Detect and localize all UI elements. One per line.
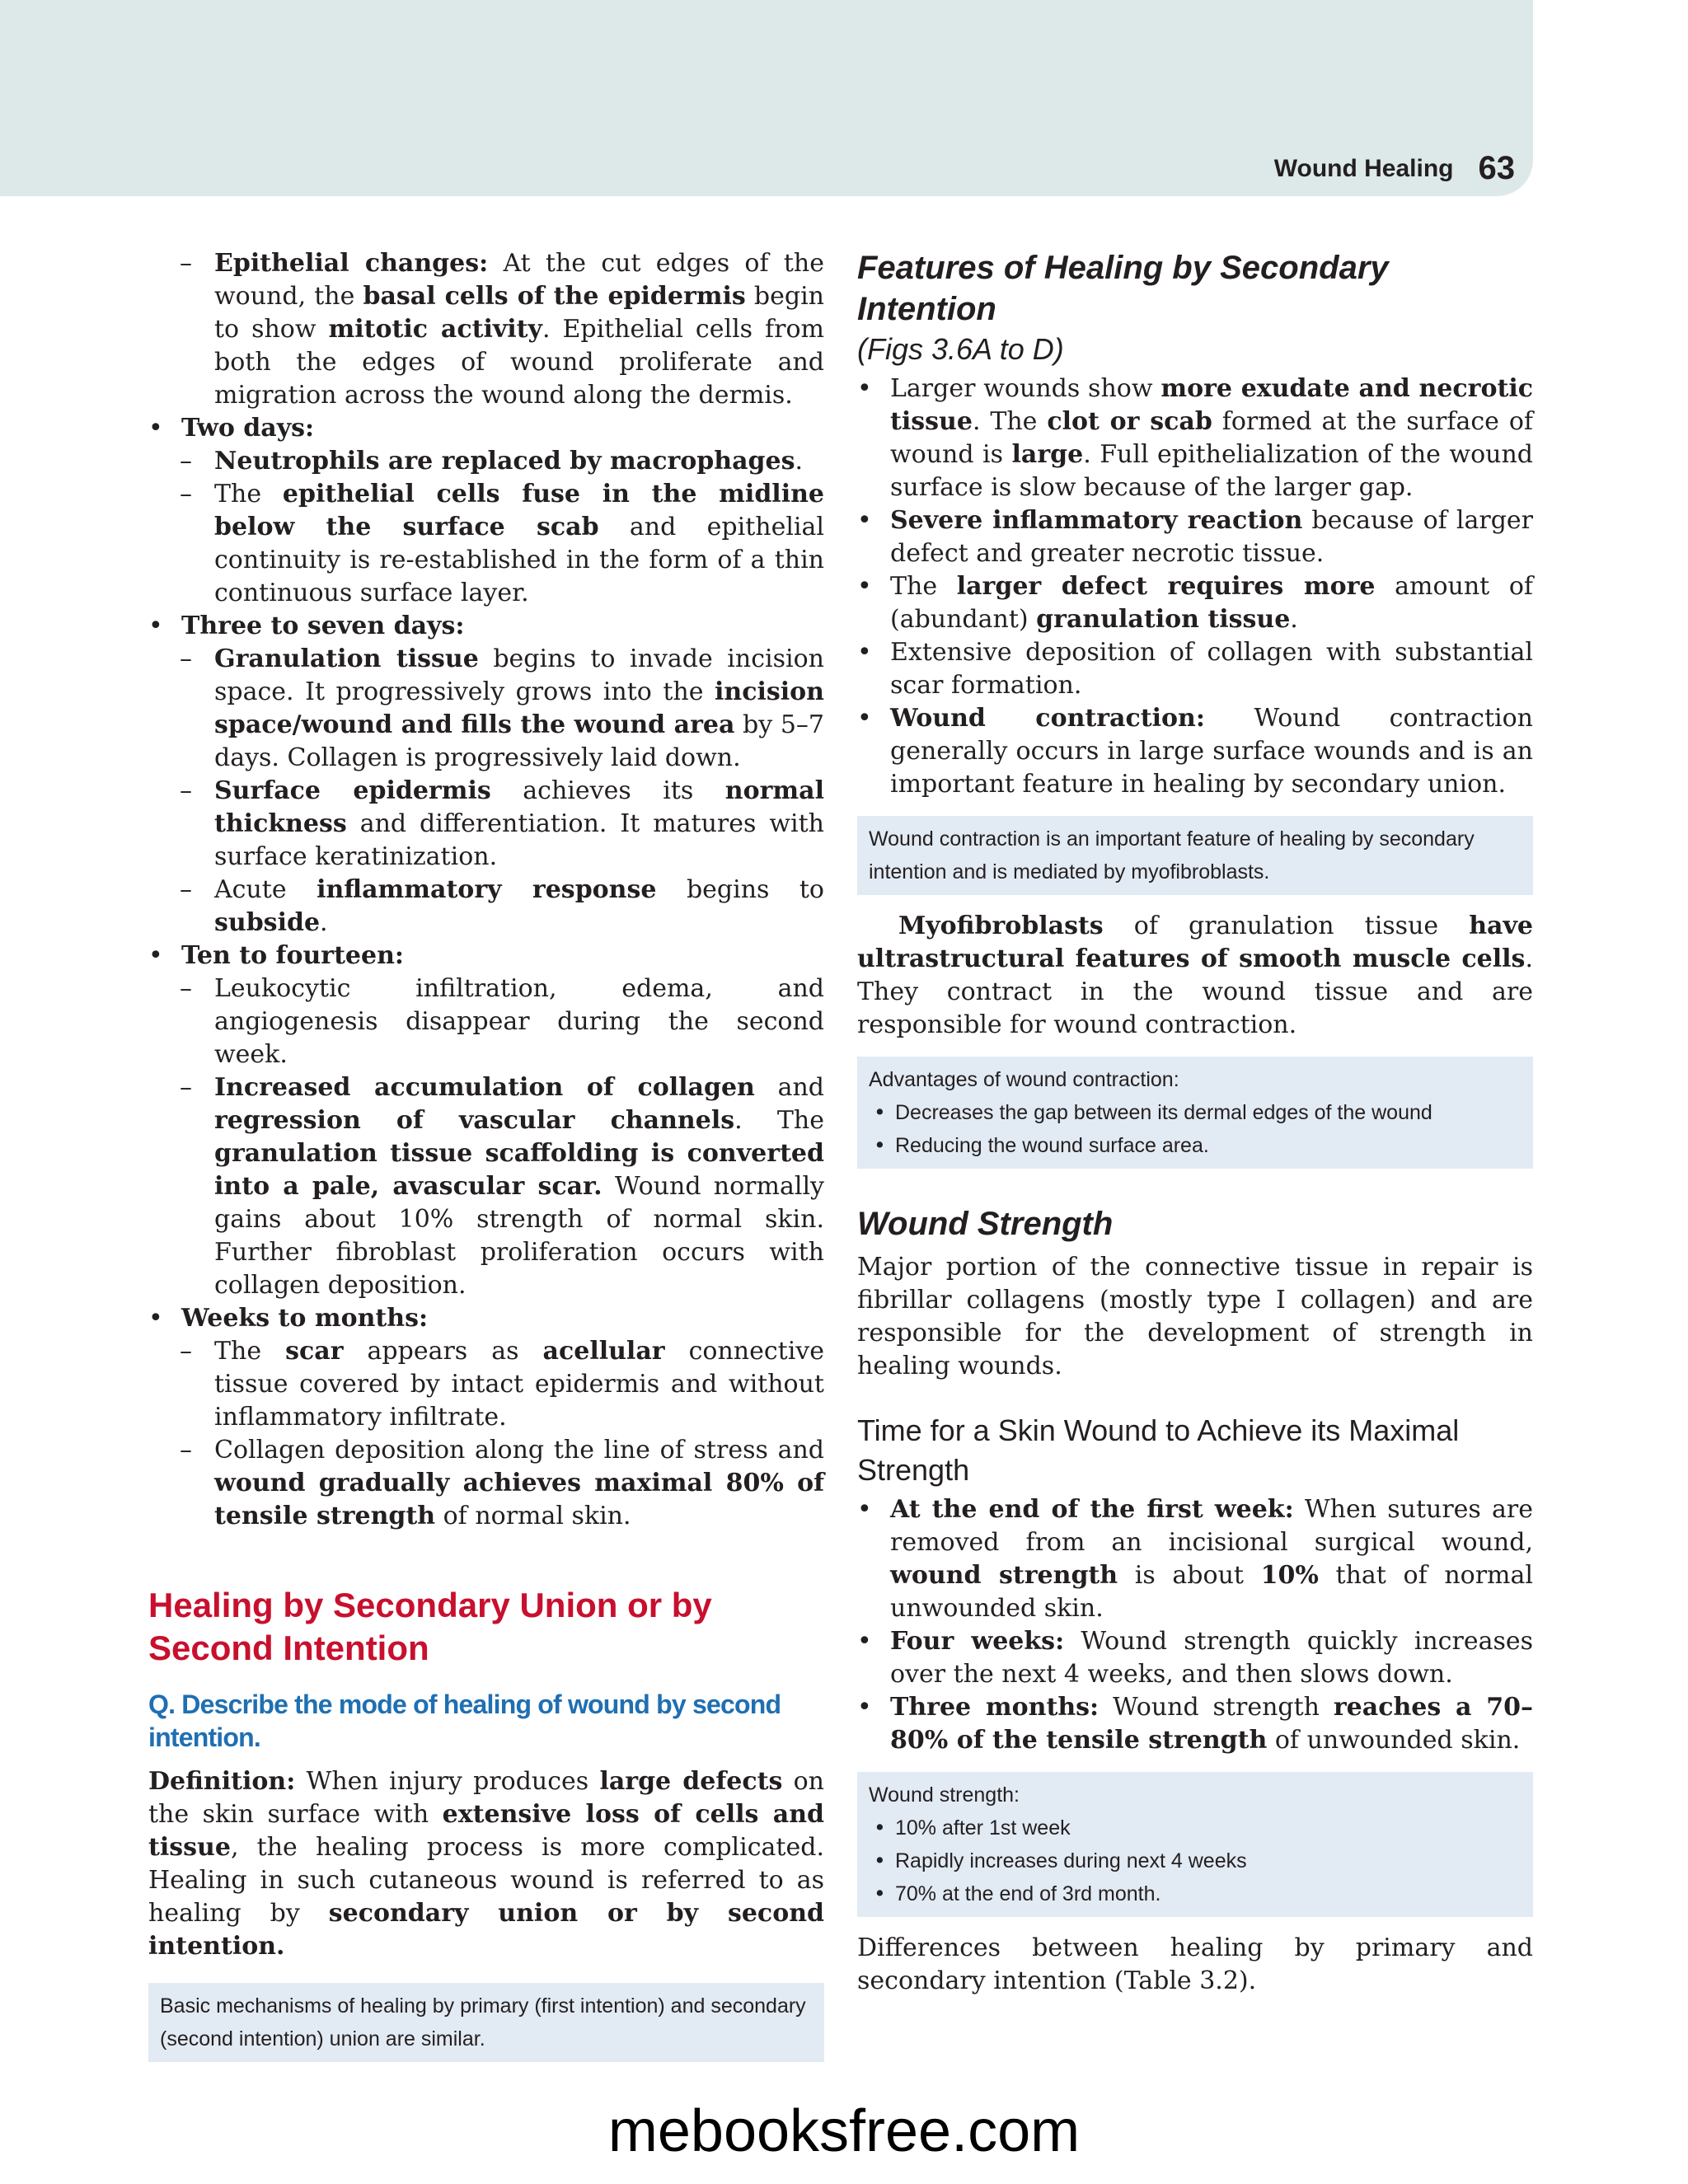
two-days-sub-2: – The epithelial cells fuse in the midline below the surface scab and epithelial continuity is re-established in the form of a thin continuous surface layer. <box>148 478 824 610</box>
ten-to-fourteen-sub-2: – Increased accumulation of collagen and regression of vascular channels. The granulation tissue scaffolding is converted into a pale, avascular scar. Wound normally gains about 10% strength of normal skin. Further fibroblast proliferation occurs with collagen deposition. <box>148 1071 824 1302</box>
features-figure-ref: (Figs 3.6A to D) <box>857 332 1064 366</box>
weeks-to-months-item: • Weeks to months: <box>148 1302 824 1335</box>
advantage-item-1: • Decreases the gap between its dermal edges of the wound <box>869 1096 1522 1129</box>
three-to-seven-sub-1: – Granulation tissue begins to invade incision space. It progressively grows into the incision space/wound and fills the wound area by 5–7 days. Collagen is progressively laid down. <box>148 643 824 775</box>
features-heading: Features of Healing by Secondary Intention <box>857 250 1389 327</box>
definition-paragraph: Definition: When injury produces large defects on the skin surface with extensive loss of cells and tissue, the healing process is more complicated. Healing in such cutaneous wound is referred to as healing by secondary union or by second intention. <box>148 1767 825 1961</box>
stage-list <box>148 247 824 1533</box>
section-title: Wound Healing <box>1273 154 1454 182</box>
feature-item-2: • Severe inflammatory reaction because of larger defect and greater necrotic tissue. <box>857 504 1533 570</box>
three-to-seven-days-item: • Three to seven days: <box>148 610 824 643</box>
left-column <box>148 247 824 2062</box>
wound-strength-box-item-2: • Rapidly increases during next 4 weeks <box>869 1844 1522 1877</box>
secondary-union-heading: Healing by Secondary Union or by Second Intention <box>148 1586 712 1667</box>
running-head <box>1274 150 1515 187</box>
ten-to-fourteen-item: • Ten to fourteen: <box>148 940 824 972</box>
strength-item-3: • Three months: Wound strength reaches a 70–80% of the tensile strength of unwounded skin. <box>857 1691 1533 1757</box>
strength-timeline-list <box>857 1493 1533 1757</box>
right-column <box>857 247 1533 1998</box>
time-heading: Time for a Skin Wound to Achieve its Maximal Strength <box>857 1413 1460 1487</box>
closing-paragraph: Differences between healing by primary and secondary intention (Table 3.2). <box>857 1933 1533 1995</box>
wound-strength-box-item-3: • 70% at the end of 3rd month. <box>869 1877 1522 1910</box>
question-heading: Q. Describe the mode of healing of wound by second intention. <box>148 1690 781 1752</box>
feature-item-3: • The larger defect requires more amount of (abundant) granulation tissue. <box>857 570 1533 636</box>
basic-mechanisms-box: Basic mechanisms of healing by primary (first intention) and secondary (second intention) union are similar. <box>148 1983 824 2062</box>
advantages-box <box>857 1057 1533 1169</box>
wound-strength-box-title: Wound strength: <box>869 1783 1020 1807</box>
wound-strength-heading: Wound Strength <box>857 1206 1114 1242</box>
three-to-seven-sub-2: – Surface epidermis achieves its normal thickness and differentiation. It matures with surface keratinization. <box>148 775 824 874</box>
two-days-sub-1: – Neutrophils are replaced by macrophages. <box>148 445 824 478</box>
feature-item-4: • Extensive deposition of collagen with substantial scar formation. <box>857 636 1533 702</box>
features-list <box>857 373 1533 801</box>
ten-to-fourteen-sub-1: – Leukocytic infiltration, edema, and angiogenesis disappear during the second week. <box>148 972 824 1071</box>
footer-watermark-url: mebooksfree.com <box>607 2098 1081 2164</box>
weeks-to-months-sub-1: – The scar appears as acellular connective tissue covered by intact epidermis and without inflammatory infiltrate. <box>148 1335 824 1434</box>
advantage-item-2: • Reducing the wound surface area. <box>869 1129 1522 1162</box>
wound-strength-paragraph: Major portion of the connective tissue in repair is fibrillar collagens (mostly type I collagen) and are responsible for the development of strength in healing wounds. <box>857 1253 1533 1380</box>
myofibroblast-paragraph: Myofibroblasts of granulation tissue have ultrastructural features of smooth muscle cells. They contract in the wound tissue and are responsible for wound contraction. <box>857 912 1533 1039</box>
advantages-title: Advantages of wound contraction: <box>869 1068 1179 1091</box>
wound-contraction-box: Wound contraction is an important feature of healing by secondary intention and is mediated by myofibroblasts. <box>857 816 1533 895</box>
page-number: 63 <box>1478 150 1515 186</box>
three-to-seven-sub-3: – Acute inflammatory response begins to subside. <box>148 874 824 940</box>
strength-item-1: • At the end of the first week: When sutures are removed from an incisional surgical wound, wound strength is about 10% that of normal unwounded skin. <box>857 1493 1533 1625</box>
epithelial-changes-item: – Epithelial changes: At the cut edges of the wound, the basal cells of the epidermis begin to show mitotic activity. Epithelial cells from both the edges of wound proliferate and migration across the wound along the dermis. <box>148 247 824 412</box>
two-days-item: • Two days: <box>148 412 824 445</box>
wound-strength-box <box>857 1772 1533 1917</box>
strength-item-2: • Four weeks: Wound strength quickly increases over the next 4 weeks, and then slows down. <box>857 1625 1533 1691</box>
feature-item-1: • Larger wounds show more exudate and necrotic tissue. The clot or scab formed at the surface of wound is large. Full epithelialization of the wound surface is slow because of the larger gap. <box>857 373 1533 504</box>
feature-item-5: • Wound contraction: Wound contraction generally occurs in large surface wounds and is an important feature in healing by secondary union. <box>857 702 1533 801</box>
wound-strength-box-item-1: • 10% after 1st week <box>869 1811 1522 1844</box>
weeks-to-months-sub-2: – Collagen deposition along the line of stress and wound gradually achieves maximal 80% of tensile strength of normal skin. <box>148 1434 824 1533</box>
